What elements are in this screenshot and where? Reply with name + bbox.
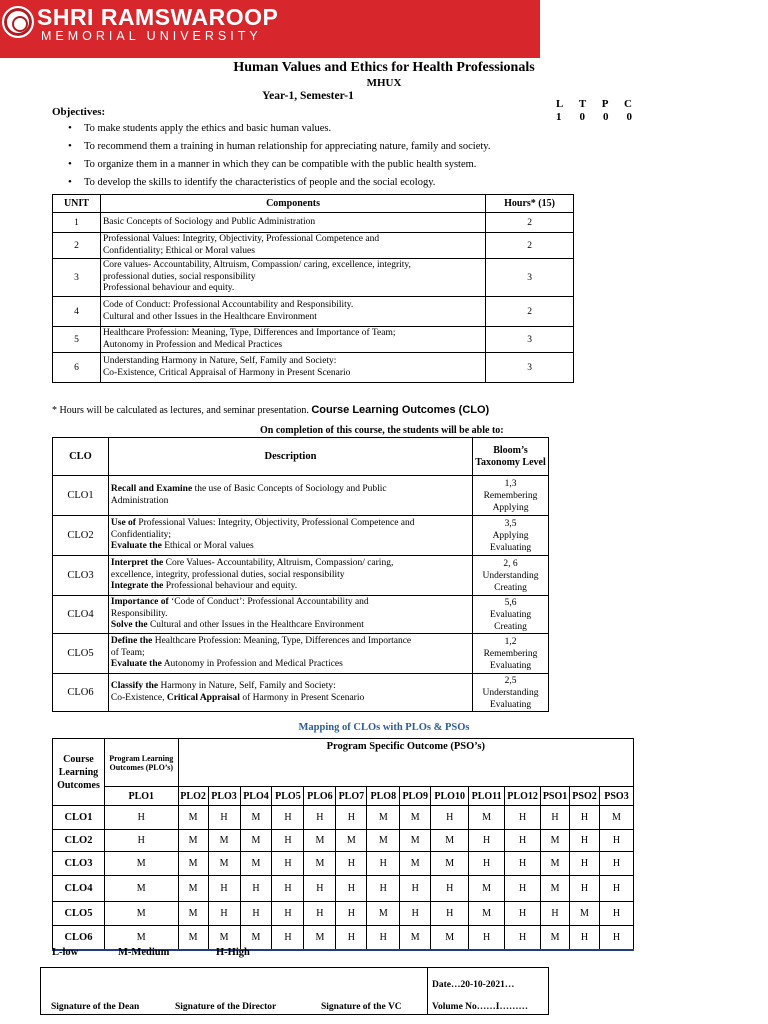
mapping-cell: H bbox=[570, 876, 600, 902]
mapping-cell: M bbox=[304, 926, 336, 950]
mapping-cell: M bbox=[400, 926, 431, 950]
legend-low: L-low bbox=[52, 947, 79, 958]
bloom-level bbox=[473, 516, 549, 556]
clo-description-line bbox=[111, 484, 472, 496]
mapping-column-header: PSO3 bbox=[599, 787, 633, 806]
clo-action-verb: Importance of bbox=[110, 597, 169, 608]
director-signature: Signature of the Director bbox=[175, 1002, 277, 1012]
bloom-level-line: Understanding bbox=[482, 687, 539, 698]
clo-action-verb: Define the bbox=[110, 636, 153, 647]
bloom-level-line: Remembering bbox=[483, 648, 538, 659]
clo-description-line bbox=[111, 496, 472, 508]
clo-description-text: the use of Basic Concepts of Sociology and Public bbox=[192, 484, 387, 494]
unit-component-line: Core values- Accountability, Altruism, Compassion/ caring, excellence, integrity, bbox=[102, 260, 411, 271]
bloom-level bbox=[473, 674, 549, 712]
unit-number: 6 bbox=[53, 353, 101, 383]
unit-component-line: Basic Concepts of Sociology and Public Administration bbox=[102, 216, 316, 227]
mapping-column-header: PLO1 bbox=[104, 787, 178, 806]
clo-action-verb: Evaluate the bbox=[110, 541, 162, 552]
mapping-column-header: PLO7 bbox=[336, 787, 367, 806]
mapping-cell: M bbox=[208, 926, 240, 950]
mapping-row bbox=[53, 830, 634, 852]
clo-description-line bbox=[111, 620, 472, 632]
bloom-level-line: 2,5 bbox=[504, 675, 517, 686]
mapping-cell: M bbox=[541, 830, 570, 852]
mapping-column-header: PLO3 bbox=[208, 787, 240, 806]
clo-action-verb: Evaluate the bbox=[110, 659, 162, 670]
unit-hours: 3 bbox=[486, 327, 574, 353]
clo-description-text: Autonomy in Profession and Medical Practices bbox=[161, 659, 343, 670]
mapping-cell: M bbox=[367, 902, 400, 926]
legend-high: H-High bbox=[216, 947, 250, 958]
bloom-level-line: Evaluating bbox=[489, 542, 532, 553]
clo-description-text: of Harmony in Present Scenario bbox=[239, 692, 365, 703]
unit-component-line: Cultural and other Issues in the Healthcare Environment bbox=[102, 311, 317, 322]
bloom-level-line: 2, 6 bbox=[503, 558, 518, 569]
clo-description-text: Cultural and other Issues in the Healthcare Environment bbox=[147, 620, 364, 631]
clo-id: CLO1 bbox=[53, 476, 109, 516]
mapping-cell: M bbox=[599, 806, 633, 830]
clo-id: CLO6 bbox=[53, 674, 109, 712]
mapping-cell: H bbox=[505, 806, 541, 830]
mapping-cell: H bbox=[367, 852, 400, 876]
bloom-level-line: Creating bbox=[494, 621, 527, 632]
unit-header: UNIT bbox=[53, 195, 101, 213]
ltpc-label-t: T bbox=[578, 98, 587, 110]
clo-description-text: Professional Values: Integrity, Objectivity, Professional Competence and bbox=[135, 518, 415, 529]
mapping-cell: H bbox=[208, 806, 240, 830]
mapping-column-header: PLO11 bbox=[469, 787, 505, 806]
mapping-row bbox=[53, 926, 634, 950]
clo-row bbox=[53, 674, 549, 712]
signature-divider bbox=[427, 968, 428, 1014]
unit-components bbox=[100, 297, 485, 327]
mapping-cell: M bbox=[178, 830, 208, 852]
unit-row bbox=[53, 259, 574, 297]
mapping-cell: M bbox=[541, 926, 570, 950]
bloom-level bbox=[473, 476, 549, 516]
unit-row bbox=[53, 327, 574, 353]
mapping-column-header: PLO10 bbox=[431, 787, 469, 806]
unit-component-line: Code of Conduct: Professional Accountability and Responsibility. bbox=[102, 300, 354, 310]
unit-components bbox=[100, 259, 485, 297]
mapping-cell: H bbox=[272, 926, 304, 950]
clo-description-text: Core Values- Accountability, Altruism, Compassion/ caring, bbox=[163, 558, 394, 569]
mapping-row bbox=[53, 852, 634, 876]
unit-component-line: professional duties, social responsibility bbox=[102, 271, 256, 282]
mapping-cell: H bbox=[570, 806, 600, 830]
mapping-cell: H bbox=[400, 902, 431, 926]
mapping-row bbox=[53, 876, 634, 902]
course-title: Human Values and Ethics for Health Professionals bbox=[233, 60, 535, 75]
mapping-cell: M bbox=[400, 806, 431, 830]
mapping-cell: H bbox=[336, 806, 367, 830]
unit-row bbox=[53, 353, 574, 383]
university-name: SHRI RAMSWAROOP bbox=[37, 4, 279, 30]
mapping-cell: M bbox=[178, 876, 208, 902]
mapping-cell: M bbox=[178, 806, 208, 830]
mapping-cell: H bbox=[272, 806, 304, 830]
unit-hours: 3 bbox=[486, 259, 574, 297]
clo-header: CLO bbox=[53, 438, 109, 476]
ltpc-label-c: C bbox=[624, 98, 632, 110]
pso-group-label: Program Specific Outcome (PSO’s) bbox=[178, 739, 633, 787]
bloom-header: Bloom’s Taxonomy Level bbox=[473, 438, 549, 476]
approval-date: Date…20-10-2021… bbox=[432, 980, 515, 990]
unit-number: 5 bbox=[53, 327, 101, 353]
signature-box bbox=[40, 967, 549, 1015]
unit-components bbox=[100, 353, 485, 383]
clo-description-line bbox=[111, 648, 472, 660]
ltpc-value-p: 0 bbox=[603, 111, 609, 123]
clo-description-line bbox=[111, 609, 472, 621]
clo-row bbox=[53, 556, 549, 596]
bloom-level-line: Remembering bbox=[483, 490, 538, 501]
mapping-cell: M bbox=[240, 852, 272, 876]
volume-number: Volume No……I……… bbox=[432, 1002, 528, 1012]
clo-description-line bbox=[111, 541, 472, 553]
mapping-cell: M bbox=[336, 830, 367, 852]
course-code: MHUX bbox=[366, 77, 402, 89]
mapping-cell: H bbox=[599, 876, 633, 902]
mapping-cell: H bbox=[599, 830, 633, 852]
unit-number: 4 bbox=[53, 297, 101, 327]
university-subtitle: MEMORIAL UNIVERSITY bbox=[41, 29, 262, 43]
mapping-cell: H bbox=[570, 852, 600, 876]
mapping-cell: H bbox=[304, 876, 336, 902]
unit-row bbox=[53, 297, 574, 327]
unit-row bbox=[53, 213, 574, 233]
clo-intro: On completion of this course, the students will be able to: bbox=[260, 425, 504, 436]
mapping-cell: H bbox=[272, 902, 304, 926]
mapping-column-header: PLO12 bbox=[505, 787, 541, 806]
clo-description-line bbox=[111, 570, 472, 582]
clo-action-verb: Interpret the bbox=[110, 558, 164, 569]
clo-id: CLO4 bbox=[53, 596, 109, 634]
mapping-cell: H bbox=[505, 876, 541, 902]
ltpc-value-c: 0 bbox=[626, 111, 632, 123]
mapping-column-header: PLO9 bbox=[400, 787, 431, 806]
mapping-cell: H bbox=[240, 902, 272, 926]
unit-component-line: Professional Values: Integrity, Objectivity, Professional Competence and bbox=[102, 234, 380, 244]
university-banner bbox=[0, 0, 540, 58]
clo-row bbox=[53, 634, 549, 674]
bloom-level bbox=[473, 556, 549, 596]
ltpc-label-p: P bbox=[601, 98, 609, 110]
mapping-clo-label: CLO1 bbox=[53, 806, 105, 830]
clo-id: CLO3 bbox=[53, 556, 109, 596]
mapping-column-header: PSO1 bbox=[541, 787, 570, 806]
mapping-cell: H bbox=[104, 830, 178, 852]
mapping-cell: H bbox=[469, 830, 505, 852]
clo-description-line bbox=[111, 558, 472, 570]
unit-component-line: Healthcare Profession: Meaning, Type, Differences and Importance of Team; bbox=[102, 328, 396, 338]
unit-component-line: Understanding Harmony in Nature, Self, Family and Society: bbox=[102, 356, 337, 366]
clo-description bbox=[108, 596, 472, 634]
university-seal-icon bbox=[2, 6, 34, 38]
mapping-clo-label: CLO3 bbox=[53, 852, 105, 876]
bloom-level bbox=[473, 596, 549, 634]
clo-id: CLO2 bbox=[53, 516, 109, 556]
clo-description-line bbox=[111, 597, 472, 609]
clo-row bbox=[53, 516, 549, 556]
mapping-cell: M bbox=[208, 852, 240, 876]
clo-description-line bbox=[111, 581, 472, 593]
mapping-cell: H bbox=[208, 876, 240, 902]
clo-action-verb: Integrate the bbox=[110, 581, 164, 592]
mapping-cell: M bbox=[104, 902, 178, 926]
objective-item: • To make students apply the ethics and basic human values. bbox=[68, 121, 568, 139]
mapping-cell: M bbox=[541, 876, 570, 902]
mapping-cell: M bbox=[367, 830, 400, 852]
mapping-cell: H bbox=[570, 926, 600, 950]
hours-footnote bbox=[52, 404, 489, 416]
unit-row bbox=[53, 233, 574, 259]
mapping-cell: H bbox=[240, 876, 272, 902]
mapping-cell: H bbox=[104, 806, 178, 830]
mapping-cell: M bbox=[367, 806, 400, 830]
clo-description-text: Harmony in Nature, Self, Family and Society: bbox=[158, 681, 336, 691]
mapping-cell: H bbox=[336, 876, 367, 902]
clo-description-text: of Team; bbox=[110, 647, 145, 658]
clo-table bbox=[52, 437, 549, 712]
bloom-level-line: Evaluating bbox=[489, 660, 532, 671]
mapping-cell: H bbox=[505, 926, 541, 950]
mapping-cell: H bbox=[469, 852, 505, 876]
clo-action-verb: Use of bbox=[110, 518, 136, 529]
unit-number: 2 bbox=[53, 233, 101, 259]
mapping-clo-label: CLO5 bbox=[53, 902, 105, 926]
unit-components bbox=[100, 233, 485, 259]
mapping-cell: H bbox=[336, 852, 367, 876]
mapping-cell: H bbox=[431, 902, 469, 926]
clo-row bbox=[53, 476, 549, 516]
unit-hours: 2 bbox=[486, 297, 574, 327]
mapping-column-header: PLO6 bbox=[304, 787, 336, 806]
mapping-cell: M bbox=[400, 830, 431, 852]
unit-hours: 2 bbox=[486, 233, 574, 259]
mapping-cell: H bbox=[272, 876, 304, 902]
mapping-cell: M bbox=[104, 926, 178, 950]
clo-description bbox=[108, 516, 472, 556]
bloom-level-line: Creating bbox=[494, 582, 527, 593]
mapping-clo-label: CLO2 bbox=[53, 830, 105, 852]
clo-description-line bbox=[111, 659, 472, 671]
clo-action-verb: Critical Appraisal bbox=[166, 692, 240, 703]
objective-item: • To develop the skills to identify the characteristics of people and the social ecology. bbox=[68, 175, 568, 193]
mapping-cell: M bbox=[431, 852, 469, 876]
mapping-cell: H bbox=[272, 830, 304, 852]
mapping-cell: H bbox=[599, 852, 633, 876]
bloom-level-line: 3,5 bbox=[504, 518, 517, 529]
clo-description-line bbox=[111, 693, 472, 705]
mapping-cell: H bbox=[336, 926, 367, 950]
mapping-cell: H bbox=[431, 806, 469, 830]
mapping-corner-label: Course Learning Outcomes bbox=[53, 739, 105, 806]
mapping-row bbox=[53, 902, 634, 926]
unit-component-line: Confidentiality; Ethical or Moral values bbox=[102, 245, 255, 256]
mapping-cell: H bbox=[599, 902, 633, 926]
bloom-level-line: 1,3 bbox=[504, 478, 517, 489]
bloom-level-line: Applying bbox=[492, 502, 529, 513]
hours-header: Hours* (15) bbox=[486, 195, 574, 213]
legend-medium: M-Medium bbox=[118, 947, 170, 958]
ltpc-labels bbox=[556, 98, 632, 111]
mapping-cell: H bbox=[367, 926, 400, 950]
clo-description-line bbox=[111, 636, 472, 648]
description-header: Description bbox=[108, 438, 472, 476]
clo-description bbox=[108, 476, 472, 516]
clo-description-line bbox=[111, 530, 472, 542]
mapping-cell: M bbox=[541, 852, 570, 876]
unit-hours: 2 bbox=[486, 213, 574, 233]
components-header: Components bbox=[100, 195, 485, 213]
mapping-cell: M bbox=[304, 852, 336, 876]
mapping-cell: H bbox=[541, 902, 570, 926]
objective-item: • To recommend them a training in human relationship for appreciating nature, family and society. bbox=[68, 139, 568, 157]
mapping-cell: H bbox=[541, 806, 570, 830]
unit-number: 1 bbox=[53, 213, 101, 233]
clo-description-text: Administration bbox=[110, 495, 169, 506]
clo-description bbox=[108, 556, 472, 596]
clo-action-verb: Recall and Examine bbox=[110, 484, 193, 494]
mapping-column-header: PLO4 bbox=[240, 787, 272, 806]
unit-components bbox=[100, 213, 485, 233]
ltpc-value-l: 1 bbox=[556, 111, 562, 123]
mapping-cell: M bbox=[104, 852, 178, 876]
mapping-cell: M bbox=[304, 830, 336, 852]
unit-component-line: Co-Existence, Critical Appraisal of Harmony in Present Scenario bbox=[102, 367, 351, 378]
mapping-cell: M bbox=[208, 830, 240, 852]
clo-description-text: excellence, integrity, professional duties, social responsibility bbox=[110, 569, 345, 580]
clo-description-text: Confidentiality; bbox=[110, 529, 172, 540]
clo-description-text: Co-Existence, bbox=[110, 692, 167, 703]
mapping-cell: M bbox=[431, 926, 469, 950]
clo-description-text: Professional behaviour and equity. bbox=[163, 581, 298, 592]
mapping-column-header: PSO2 bbox=[570, 787, 600, 806]
unit-components bbox=[100, 327, 485, 353]
unit-number: 3 bbox=[53, 259, 101, 297]
unit-component-line: Autonomy in Profession and Medical Practices bbox=[102, 339, 283, 350]
mapping-cell: M bbox=[431, 830, 469, 852]
mapping-cell: M bbox=[240, 806, 272, 830]
mapping-row bbox=[53, 806, 634, 830]
mapping-cell: M bbox=[400, 852, 431, 876]
mapping-cell: H bbox=[304, 902, 336, 926]
clo-action-verb: Classify the bbox=[110, 681, 159, 691]
unit-table bbox=[52, 194, 574, 383]
mapping-cell: H bbox=[505, 852, 541, 876]
objectives-list bbox=[68, 121, 568, 193]
clo-description-text: Healthcare Profession: Meaning, Type, Differences and Importance bbox=[152, 636, 412, 647]
bloom-level-line: Applying bbox=[492, 530, 529, 541]
clo-description bbox=[108, 674, 472, 712]
ltpc-label-l: L bbox=[556, 98, 564, 110]
mapping-cell: H bbox=[599, 926, 633, 950]
mapping-column-header: PLO5 bbox=[272, 787, 304, 806]
ltpc-value-t: 0 bbox=[579, 111, 585, 123]
bloom-level-line: Evaluating bbox=[489, 609, 532, 620]
mapping-title: Mapping of CLOs with PLOs & PSOs bbox=[298, 722, 470, 733]
mapping-cell: M bbox=[178, 902, 208, 926]
mapping-cell: H bbox=[505, 830, 541, 852]
clo-description-text: ‘Code of Conduct’: Professional Accountability and bbox=[168, 597, 369, 608]
mapping-cell: H bbox=[367, 876, 400, 902]
vc-signature: Signature of the VC bbox=[321, 1002, 402, 1012]
mapping-cell: M bbox=[104, 876, 178, 902]
year-semester: Year-1, Semester-1 bbox=[262, 90, 354, 102]
mapping-cell: H bbox=[431, 876, 469, 902]
mapping-cell: H bbox=[400, 876, 431, 902]
bloom-level-line: Understanding bbox=[482, 570, 539, 581]
clo-row bbox=[53, 596, 549, 634]
clo-description-text: Ethical or Moral values bbox=[161, 541, 254, 552]
mapping-cell: H bbox=[208, 902, 240, 926]
bloom-level bbox=[473, 634, 549, 674]
mapping-table bbox=[52, 738, 634, 951]
clo-action-verb: Solve the bbox=[110, 620, 148, 631]
bloom-level-line: 1,2 bbox=[504, 636, 517, 647]
mapping-clo-label: CLO4 bbox=[53, 876, 105, 902]
mapping-cell: M bbox=[240, 830, 272, 852]
bloom-level-line: 5,6 bbox=[504, 597, 517, 608]
mapping-cell: M bbox=[240, 926, 272, 950]
objective-item: • To organize them in a manner in which they can be compatible with the public health system. bbox=[68, 157, 568, 175]
mapping-cell: M bbox=[469, 806, 505, 830]
mapping-cell: M bbox=[178, 926, 208, 950]
mapping-cell: M bbox=[469, 902, 505, 926]
mapping-cell: M bbox=[469, 876, 505, 902]
unit-hours: 3 bbox=[486, 353, 574, 383]
clo-description-line bbox=[111, 518, 472, 530]
mapping-clo-label: CLO6 bbox=[53, 926, 105, 950]
clo-description-text: Responsibility. bbox=[110, 608, 168, 619]
clo-id: CLO5 bbox=[53, 634, 109, 674]
hours-note: * Hours will be calculated as lectures, and seminar presentation. bbox=[52, 405, 309, 416]
mapping-cell: H bbox=[336, 902, 367, 926]
mapping-cell: H bbox=[505, 902, 541, 926]
clo-section-title: Course Learning Outcomes (CLO) bbox=[311, 404, 490, 416]
clo-description bbox=[108, 634, 472, 674]
mapping-cell: H bbox=[304, 806, 336, 830]
plo-group-label: Program Learning Outcomes (PLO’s) bbox=[104, 739, 178, 787]
objectives-heading: Objectives: bbox=[52, 106, 106, 118]
bloom-level-line: Evaluating bbox=[489, 699, 532, 710]
mapping-cell: H bbox=[272, 852, 304, 876]
mapping-cell: H bbox=[469, 926, 505, 950]
dean-signature: Signature of the Dean bbox=[51, 1002, 140, 1012]
mapping-column-header: PLO2 bbox=[178, 787, 208, 806]
mapping-column-header: PLO8 bbox=[367, 787, 400, 806]
mapping-cell: M bbox=[178, 852, 208, 876]
clo-description-line bbox=[111, 681, 472, 693]
mapping-cell: H bbox=[570, 830, 600, 852]
mapping-cell: M bbox=[570, 902, 600, 926]
unit-component-line: Professional behaviour and equity. bbox=[102, 283, 235, 294]
